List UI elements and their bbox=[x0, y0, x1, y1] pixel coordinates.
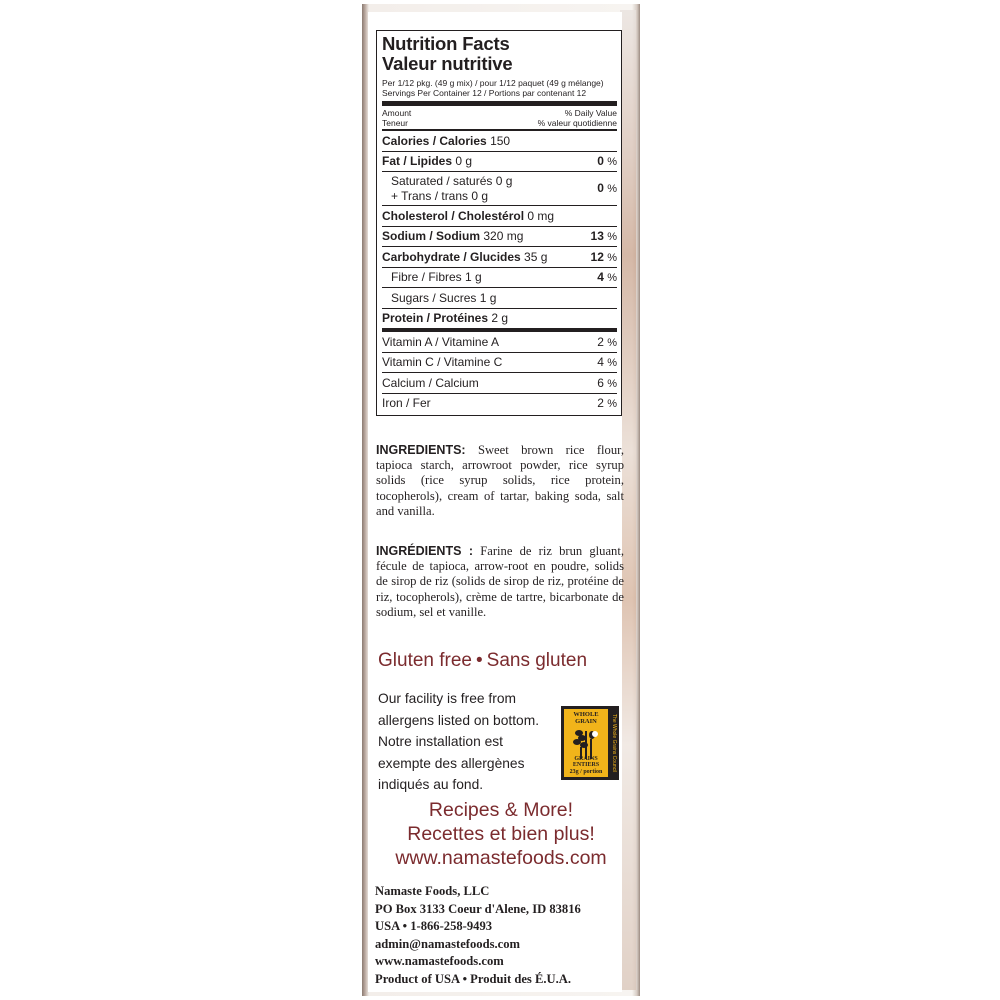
vitamin-percent: 2 bbox=[597, 334, 604, 349]
allergen-line: Our facility is free from bbox=[378, 691, 516, 706]
cholesterol-row bbox=[382, 205, 617, 226]
sodium-row bbox=[382, 226, 617, 247]
calories-row bbox=[382, 129, 617, 151]
nutrient-amount: 35 g bbox=[524, 249, 548, 264]
column-header bbox=[382, 107, 617, 129]
servings-per-container: Servings Per Container 12 / Portions par contenant 12 bbox=[382, 88, 587, 98]
nutrient-label: Sodium / Sodium bbox=[382, 229, 480, 244]
website-link[interactable]: www.namastefoods.com bbox=[395, 847, 607, 869]
percent-symbol: % bbox=[607, 377, 617, 390]
daily-value-header: % Daily Value bbox=[564, 108, 617, 118]
iron-row bbox=[382, 393, 617, 414]
nutrient-label: Sugars / Sucres 1 g bbox=[391, 290, 497, 305]
daily-value-header-fr: % valeur quotidienne bbox=[537, 118, 617, 128]
nutrient-label: Protein / Protéines bbox=[382, 311, 489, 326]
fat-row bbox=[382, 151, 617, 172]
nutrient-percent: 0 bbox=[597, 180, 604, 195]
nutrient-label-trans: + Trans / trans 0 g bbox=[391, 188, 489, 203]
nutrient-percent: 12 bbox=[590, 249, 604, 264]
phone-number: USA • 1-866-258-9493 bbox=[375, 919, 493, 934]
stamp-grams: 23g / portion bbox=[569, 768, 603, 775]
vitamin-a-row bbox=[382, 328, 617, 352]
vitamin-percent: 2 bbox=[597, 396, 604, 411]
nutrient-amount: 320 mg bbox=[483, 229, 524, 244]
allergen-line-fr: exempte des allergènes bbox=[378, 755, 525, 771]
percent-symbol: % bbox=[607, 398, 617, 411]
whole-grain-stamp-face bbox=[564, 709, 608, 777]
vitamin-label: Iron / Fer bbox=[382, 396, 431, 411]
carbohydrate-row bbox=[382, 246, 617, 267]
nutrition-facts-table bbox=[376, 30, 622, 416]
vitamin-label: Vitamin A / Vitamine A bbox=[382, 334, 499, 349]
fibre-row bbox=[382, 267, 617, 288]
stamp-bottom-text bbox=[564, 756, 608, 776]
percent-symbol: % bbox=[607, 272, 617, 285]
percent-symbol: % bbox=[607, 231, 617, 244]
whole-grain-stamp bbox=[561, 706, 619, 780]
nutrient-label: Fibre / Fibres 1 g bbox=[391, 270, 482, 285]
stamp-top-text: WHOLE GRAIN bbox=[573, 711, 599, 725]
allergen-line-fr: Notre installation est bbox=[378, 734, 504, 749]
calcium-row bbox=[382, 372, 617, 393]
saturated-trans-row bbox=[382, 171, 617, 205]
vitamin-label: Vitamin C / Vitamine C bbox=[382, 355, 503, 370]
percent-symbol: % bbox=[607, 156, 617, 169]
po-box: PO Box 3133 Coeur d'Alene, ID 83816 bbox=[375, 901, 581, 916]
amount-header-fr: Teneur bbox=[382, 118, 408, 128]
calories-label: Calories / Calories bbox=[382, 133, 487, 148]
stamp-grains-entiers: GRAINS ENTIERS bbox=[572, 755, 600, 768]
email-address[interactable]: admin@namastefoods.com bbox=[375, 936, 521, 951]
ingredients-text-fr: Farine de riz brun gluant, fécule de tapioca, arrow-root en poudre, solids de sirop de riz (solids de sirop de riz, protéine de riz, tocopherols), crème de tartre, bicarbonate de sodium, sel et vanille. bbox=[376, 544, 624, 619]
ingredients-english bbox=[376, 443, 624, 519]
ingredients-text: Sweet brown rice flour, tapioca starch, arrowroot powder, rice syrup solids (rice syrup solids, rice protein, tocopherols), cream of tartar, baking soda, salt and vanilla. bbox=[376, 443, 624, 518]
amount-header: Amount bbox=[382, 108, 412, 118]
vitamin-label: Calcium / Calcium bbox=[382, 375, 479, 390]
nutrient-percent: 4 bbox=[597, 270, 604, 285]
percent-symbol: % bbox=[607, 336, 617, 349]
percent-symbol: % bbox=[607, 251, 617, 264]
allergen-statement bbox=[378, 688, 558, 796]
protein-row bbox=[382, 308, 617, 329]
nutrient-label: Cholesterol / Cholestérol bbox=[382, 208, 525, 223]
nutrient-percent: 13 bbox=[590, 229, 604, 244]
divider bbox=[382, 101, 617, 106]
recipes-promo bbox=[376, 798, 626, 870]
vitamin-c-row bbox=[382, 352, 617, 373]
nutrient-label: Saturated / saturés 0 g bbox=[391, 173, 513, 188]
percent-symbol: % bbox=[607, 357, 617, 370]
web-address[interactable]: www.namastefoods.com bbox=[375, 954, 504, 969]
ingredients-label-fr: INGRÉDIENTS : bbox=[376, 544, 474, 558]
recipes-line-fr: Recettes et bien plus! bbox=[407, 823, 595, 845]
sugars-row bbox=[382, 287, 617, 308]
stamp-side-text: The Whole Grains Council bbox=[611, 713, 617, 773]
bullet: • bbox=[476, 650, 483, 671]
vitamin-percent: 4 bbox=[597, 355, 604, 370]
percent-symbol: % bbox=[607, 182, 617, 195]
nutrient-amount: 2 g bbox=[491, 311, 509, 326]
gluten-free-claim bbox=[378, 650, 622, 672]
gluten-free-en: Gluten free bbox=[378, 650, 472, 671]
nutrient-label: Fat / Lipides bbox=[382, 154, 453, 169]
wheat-icon bbox=[564, 725, 608, 759]
product-origin: Product of USA • Produit des É.U.A. bbox=[375, 971, 572, 986]
ingredients-label: INGREDIENTS: bbox=[376, 443, 466, 457]
nutrient-percent: 0 bbox=[597, 154, 604, 169]
serving-size: Per 1/12 pkg. (49 g mix) / pour 1/12 paquet (49 g mélange) bbox=[382, 78, 604, 88]
nutrition-title-en: Nutrition Facts bbox=[382, 33, 510, 54]
company-name: Namaste Foods, LLC bbox=[375, 884, 490, 898]
nutrient-amount: 0 mg bbox=[527, 208, 555, 223]
allergen-line-fr: indiqués au fond. bbox=[378, 777, 484, 792]
vitamin-percent: 6 bbox=[597, 375, 604, 390]
calories-value: 150 bbox=[490, 133, 511, 148]
nutrition-title-fr: Valeur nutritive bbox=[382, 53, 513, 74]
recipes-line-en: Recipes & More! bbox=[428, 799, 574, 821]
ingredients-french bbox=[376, 544, 624, 620]
allergen-line: allergens listed on bottom. bbox=[378, 712, 540, 728]
gluten-free-fr: Sans gluten bbox=[486, 650, 588, 671]
nutrient-amount: 0 g bbox=[455, 154, 473, 169]
company-address bbox=[375, 883, 625, 989]
nutrient-label: Carbohydrate / Glucides bbox=[382, 249, 521, 264]
